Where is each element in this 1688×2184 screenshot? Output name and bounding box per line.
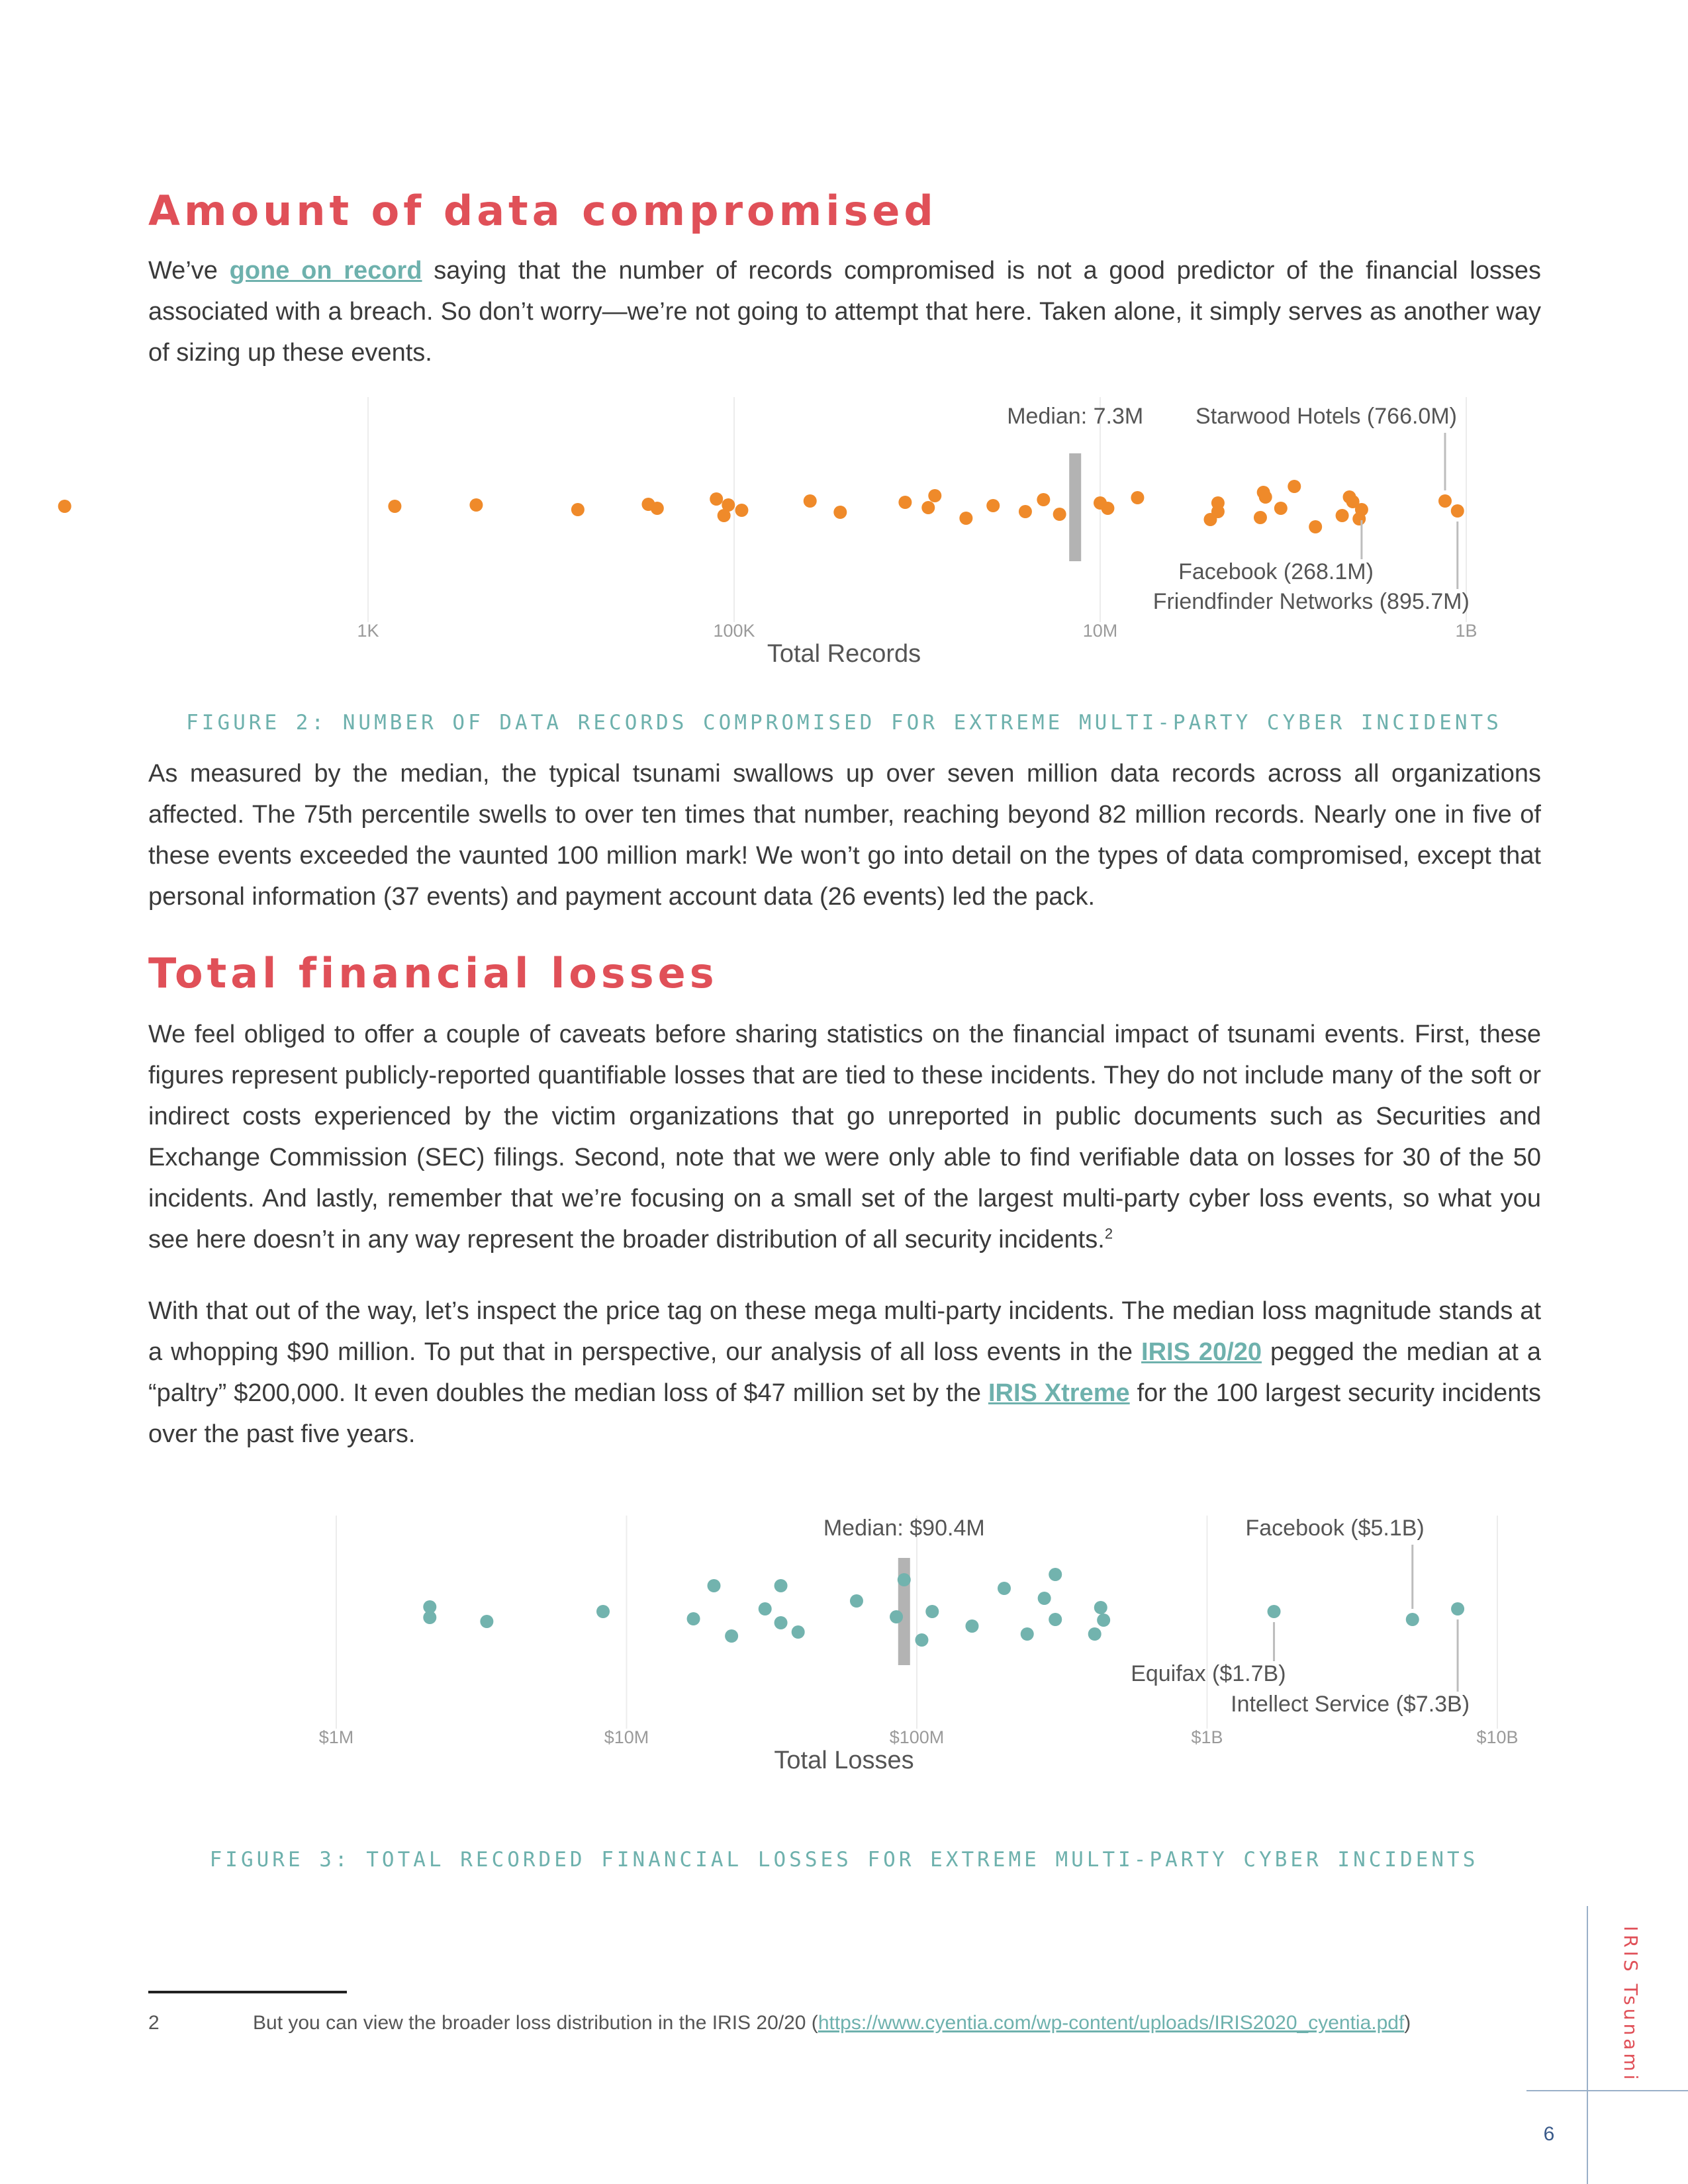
footnote-ref[interactable]: 2 [1104,1225,1113,1242]
iris-2020-link[interactable]: IRIS 20/20 [1141,1338,1262,1366]
data-point [1268,1605,1281,1618]
data-point [58,500,71,513]
data-point [596,1605,610,1618]
tick-label: 10M [1082,621,1118,641]
axis-title: Total Records [767,640,921,668]
section-heading-financial-losses: Total financial losses [148,949,718,997]
footnote-rule [148,1991,347,1993]
tick-label: $1B [1191,1727,1223,1747]
caveats-paragraph [148,1014,1541,1260]
data-point [1097,1614,1110,1627]
data-point [718,509,731,522]
data-point [959,512,972,525]
tick-label: 1B [1455,621,1477,641]
data-point [1309,520,1322,533]
data-point [1037,493,1050,506]
median-label: Median: 7.3M [1007,404,1144,429]
data-point [1038,1592,1051,1605]
data-point [423,1611,436,1624]
data-point [774,1579,788,1592]
data-point [1088,1627,1102,1641]
data-point [890,1610,903,1623]
caveats-text: We feel obliged to offer a couple of caveats before sharing statistics on the financial impact of tsunami events. First, these figures represent publicly-reported quantifiable losses that are tied to these incidents. They do not include many of the soft or indirect costs experienced by the victim organizations that go unreported in public documents such as Securities and Exchange Commission (SEC) filings. Second, note that we were only able to find verifiable data on losses for 30 of the 50 incidents. And lastly, remember that we’re focusing on a small set of the largest multi-party cyber loss events, so what you see here doesn’t in any way represent the broader distribution of all security incidents. [148,1021,1541,1253]
annotation-label: Facebook (268.1M) [1178,559,1374,584]
footnote-text-close: ) [1404,2012,1411,2034]
data-point [925,1605,939,1618]
losses-text-c: for the 100 largest security incidents over the past five years. [148,1379,1541,1448]
data-point [1336,509,1349,522]
data-point [1438,494,1452,508]
data-point [1101,502,1114,515]
records-chart [0,390,1688,682]
median-label: Median: $90.4M [823,1516,985,1541]
losses-text-b: pegged the median at a “paltry” $200,000. It even doubles the median loss of $47 million set by the [148,1338,1542,1407]
sidebar-label: IRIS Tsunami [1620,1926,1642,2083]
data-point [915,1633,928,1647]
data-point [792,1625,805,1639]
intro-paragraph [148,250,1541,373]
data-point [1254,511,1267,524]
data-point [1019,505,1032,518]
data-point [1211,496,1225,510]
figure-3-caption: FIGURE 3: TOTAL RECORDED FINANCIAL LOSSES FOR EXTREME MULTI-PARTY CYBER INCIDENTS [209,1848,1479,1872]
data-point [1274,502,1288,515]
data-point [986,499,1000,512]
data-point [1288,480,1301,493]
data-point [469,498,483,512]
annotation-label: Starwood Hotels (766.0M) [1196,404,1457,429]
tick-label: $1M [318,1727,354,1747]
data-point [998,1582,1011,1595]
footnote-text [253,2012,1411,2034]
data-point [921,501,935,514]
data-point [850,1594,863,1608]
data-point [1257,486,1270,499]
data-point [687,1612,700,1625]
data-point [708,1579,721,1592]
data-point [651,502,664,515]
annotation-label: Friendfinder Networks (895.7M) [1152,589,1470,614]
data-point [1451,504,1464,518]
iris-2020-pdf-link[interactable]: https://www.cyentia.com/wp-content/uploads/IRIS2020_cyentia.pdf [818,2012,1405,2034]
data-point [735,504,748,517]
data-point [804,494,817,508]
annotation-label: Facebook ($5.1B) [1245,1516,1425,1541]
footnote-number: 2 [148,2012,160,2034]
losses-text-a: With that out of the way, let’s inspect the price tag on these mega multi-party incidents. The median loss magnitude stands at a whopping $90 million. To put that in perspective, our analysis of all loss events in the [148,1297,1541,1366]
data-point [1451,1602,1464,1615]
page-number: 6 [1543,2123,1555,2145]
median-bar [1069,453,1081,561]
losses-paragraph [148,1291,1541,1455]
gone-on-record-link[interactable]: gone on record [229,257,422,285]
data-point [965,1619,978,1633]
tick-label: 1K [357,621,379,641]
figure-2-caption: FIGURE 2: NUMBER OF DATA RECORDS COMPROMISED FOR EXTREME MULTI-PARTY CYBER INCIDENTS [186,711,1502,735]
tick-label: $10M [604,1727,649,1747]
section-heading-data-compromised: Amount of data compromised [148,187,937,235]
axis-title: Total Losses [774,1747,914,1774]
data-point [1355,503,1368,516]
data-point [1406,1613,1419,1626]
data-point [898,496,912,509]
data-point [898,1573,911,1586]
footnote-text-body: But you can view the broader loss distribution in the IRIS 20/20 ( [253,2012,818,2034]
data-point [1094,1601,1107,1614]
data-point [710,492,723,506]
data-point [774,1616,788,1629]
data-point [833,506,847,519]
data-point [928,489,941,502]
data-point [571,503,585,516]
intro-text-post: saying that the number of records compromised is not a good predictor of the financial losses associated with a breach. So don’t worry—we’re not going to attempt that here. Taken alone, it simply serves as another way of sizing up these events. [148,257,1541,367]
sidebar-vertical-rule [1587,1906,1588,2184]
data-point [1021,1627,1034,1641]
intro-text-pre: We’ve [148,257,230,285]
tick-label: $100M [889,1727,945,1747]
data-point [480,1615,493,1628]
data-point [1049,1613,1062,1626]
data-point [1049,1568,1062,1581]
records-paragraph: As measured by the median, the typical tsunami swallows up over seven million data records across all organizations affected. The 75th percentile swells to over ten times that number, reaching beyond 82 million records. Nearly one in five of these events exceeded the vaunted 100 million mark! We won’t go into detail on the types of data compromised, except that personal information (37 events) and payment account data (26 events) led the pack. [148,760,1541,911]
tick-label: 100K [713,621,755,641]
annotation-label: Intellect Service ($7.3B) [1231,1692,1470,1717]
data-point [1053,508,1066,521]
data-point [725,1629,738,1643]
tick-label: $10B [1476,1727,1519,1747]
data-point [759,1602,772,1615]
sidebar-label-wrap [1615,1926,1642,2144]
data-point [1131,491,1144,504]
data-point [388,500,401,513]
sidebar-horizontal-rule [1526,2090,1688,2091]
iris-xtreme-link[interactable]: IRIS Xtreme [988,1379,1130,1407]
losses-chart [0,1516,1688,1807]
annotation-label: Equifax ($1.7B) [1131,1661,1286,1686]
